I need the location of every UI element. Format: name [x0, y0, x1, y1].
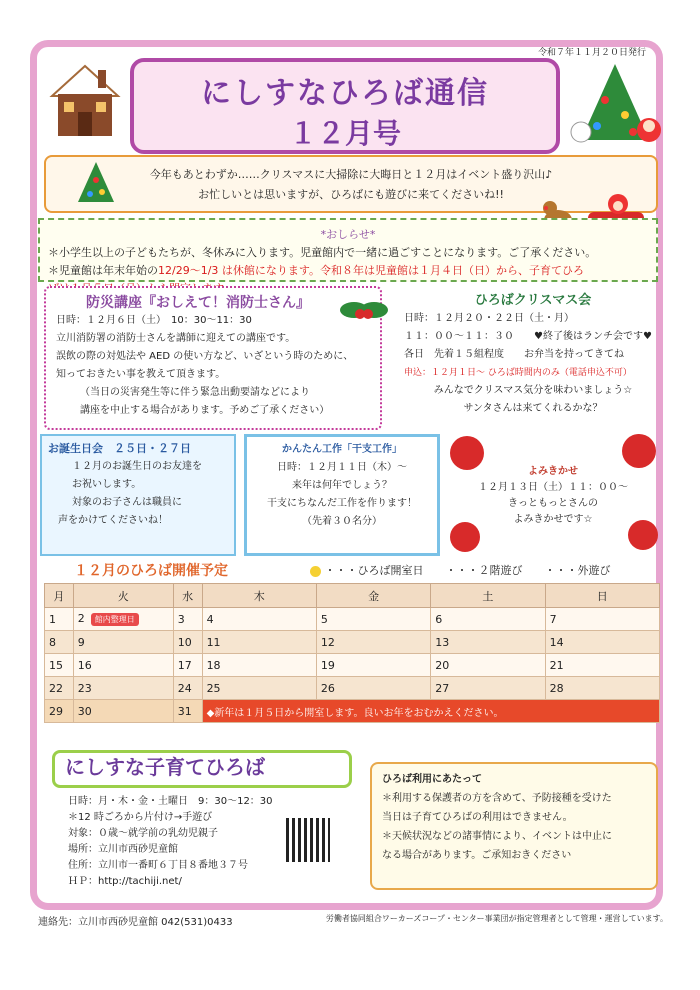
hiroba-info-box	[52, 750, 352, 887]
calendar-date: 27	[435, 681, 450, 695]
calendar-week-row	[45, 700, 660, 723]
calendar-day-cell	[431, 654, 545, 677]
intro-line-2: お忙しいとは思いますが、ひろばにも遊びに来てくださいね!!	[198, 188, 504, 201]
newyear-notice: ◆新年は１月５日から開室します。良いお年をおむかえください。	[202, 700, 659, 723]
fire-seminar-title: 防災講座『おしえて！消防士さん』	[86, 295, 310, 311]
fire-line-3: 知っておきたい事を教えて頂きます。	[56, 369, 226, 380]
storytime-title: よみきかせ	[528, 466, 578, 477]
calendar-day-cell	[173, 608, 202, 631]
calendar-date: 13	[435, 635, 450, 649]
notice-line-1: ＊小学生以上の子どもたちが、冬休みに入ります。児童館内で一緒に過ごすことになります。ご了承ください。	[48, 246, 597, 259]
calendar-week-row	[45, 608, 660, 631]
fire-line-1: 立川消防署の消防士さんを講師に迎えての講座です。	[56, 333, 296, 344]
calendar-day-header: 水	[173, 584, 202, 608]
calendar-week-row	[45, 631, 660, 654]
calendar-date: 5	[320, 612, 328, 626]
calendar-date: 12	[320, 635, 335, 649]
calendar-day-cell	[431, 631, 545, 654]
calendar-date: 31	[177, 704, 192, 718]
christmas-title: ひろばクリスマス会	[474, 293, 592, 308]
fire-seminar-box	[44, 286, 382, 430]
craft-line-4: （先着３０名分）	[302, 516, 382, 527]
poinsettia-icon	[450, 436, 484, 470]
usage-notes-box	[370, 762, 658, 890]
christmas-line-3: 各日 先着１５組程度 お弁当を持ってきてね	[404, 349, 624, 360]
craft-line-3: 干支にちなんだ工作を作ります！	[267, 498, 417, 509]
schedule-title: １２月のひろば開催予定	[74, 563, 228, 579]
chick-icon	[310, 566, 321, 577]
poinsettia-icon	[450, 522, 480, 552]
calendar-date: 26	[320, 681, 335, 695]
notice-line-2	[48, 262, 648, 280]
hiroba-line-4: 場所：立川市西砂児童館	[68, 844, 178, 855]
calendar-day-cell	[202, 654, 316, 677]
calendar-date: 30	[77, 704, 92, 718]
calendar-day-cell	[431, 608, 545, 631]
calendar-day-header: 金	[316, 584, 430, 608]
christmas-tree-santa-icon	[565, 60, 665, 152]
christmas-line-5: みんなでクリスマス気分を味わいましょう☆	[433, 385, 633, 396]
poinsettia-icon	[622, 434, 656, 468]
calendar-date: 4	[206, 612, 214, 626]
issue-date: 令和７年１１月２０日発行	[538, 48, 647, 58]
usage-line-2: 当日は子育てひろばの利用はできません。	[382, 812, 573, 823]
calendar-date: 23	[77, 681, 92, 695]
calendar-day-cell	[45, 608, 74, 631]
calendar-date: 3	[177, 612, 185, 626]
craft-title: かんたん工作「干支工作」	[282, 444, 402, 455]
craft-line-2: 来年は何年でしょう？	[292, 480, 392, 491]
hiroba-line-3: 対象：０歳～就学前の乳幼児親子	[68, 828, 218, 839]
hiroba-line-2: ＊12 時ごろから片付け→手遊び	[68, 812, 213, 823]
small-tree-icon	[72, 160, 120, 208]
calendar-date: 28	[549, 681, 564, 695]
qr-code-icon	[286, 818, 330, 862]
hiroba-line-6[interactable]: ＨＰ：http://tachiji.net/	[68, 876, 182, 887]
notice-closure: 12/29～1/3 は休館になります。令和８年は児童館は１月４日（日）から、子育てひろ	[158, 264, 585, 277]
calendar-day-header: 日	[545, 584, 659, 608]
calendar-date: 15	[49, 658, 63, 672]
usage-line-4: なる場合があります。ご承知おきください	[382, 850, 572, 861]
calendar-date: 10	[177, 635, 192, 649]
calendar-date: 8	[49, 635, 56, 649]
birthday-line-4: 声をかけてくださいね！	[58, 515, 168, 526]
page-subtitle: １２月号	[288, 117, 401, 150]
usage-line-1: ＊利用する保護者の方を含めて、予防接種を受けた	[382, 793, 612, 804]
calendar-date: 18	[206, 658, 221, 672]
schedule-legend	[306, 562, 611, 578]
calendar-day-cell	[45, 631, 74, 654]
calendar-date: 6	[435, 612, 443, 626]
calendar-day-cell	[73, 608, 173, 631]
storytime-line-2: きっともっとさんの	[508, 498, 598, 509]
poinsettia-icon	[628, 520, 658, 550]
christmas-line-2: １１：００～１１：３０ ♥終了後はランチ会です♥	[404, 331, 652, 342]
calendar-day-cell	[545, 631, 659, 654]
calendar-date: 2	[77, 612, 85, 625]
storytime-box	[446, 434, 660, 556]
calendar-day-cell	[73, 654, 173, 677]
christmas-line-4: 申込：１２月１日～ ひろば時間内のみ（電話申込不可）	[404, 368, 632, 378]
legend-text: ・・・ひろば開室日 ・・・２階遊び ・・・外遊び	[324, 564, 611, 577]
christmas-line-6: サンタさんは来てくれるかな？	[463, 403, 603, 414]
calendar-day-cell	[431, 677, 545, 700]
calendar-day-cell	[173, 677, 202, 700]
calendar-date: 22	[49, 681, 63, 695]
calendar-date: 25	[206, 681, 221, 695]
birthday-title: お誕生日会 ２５日・２７日	[48, 442, 191, 455]
calendar-date: 20	[435, 658, 450, 672]
calendar-day-cell	[202, 631, 316, 654]
calendar-day-cell	[173, 631, 202, 654]
calendar-week-row	[45, 654, 660, 677]
calendar-day-header: 火	[73, 584, 173, 608]
calendar-date: 11	[206, 635, 221, 649]
closed-day-badge: 館内整理日	[91, 613, 139, 626]
calendar-date: 16	[77, 658, 92, 672]
calendar-day-header: 月	[45, 584, 74, 608]
birthday-box	[40, 434, 236, 556]
craft-box	[244, 434, 440, 556]
calendar-day-cell	[173, 700, 202, 723]
footer	[38, 913, 668, 928]
calendar-day-cell	[173, 654, 202, 677]
christmas-party-box	[396, 292, 662, 432]
birthday-line-2: お祝いします。	[72, 479, 142, 490]
gingerbread-house-icon	[44, 58, 126, 142]
calendar-date: 21	[549, 658, 564, 672]
storytime-line-1: １２月１３日（土）１１：００～	[478, 482, 628, 493]
hiroba-line-5: 住所：立川市一番町６丁目８番地３７号	[68, 860, 248, 871]
calendar-date: 19	[320, 658, 335, 672]
calendar-day-cell	[202, 677, 316, 700]
calendar-day-cell	[316, 608, 430, 631]
calendar-day-cell	[202, 608, 316, 631]
notice-title: *おしらせ*	[320, 228, 376, 241]
notice-line-2a: ＊児童館は年末年始の	[48, 264, 158, 277]
calendar-date: 1	[49, 612, 56, 626]
schedule-calendar	[44, 583, 660, 723]
fire-line-2: 誤飲の際の対処法や AED の使い方など、いざという時のために、	[56, 351, 354, 362]
footer-contact: 連絡先：立川市西砂児童館 042(531)0433	[38, 917, 233, 928]
fire-line-5: 講座を中止する場合があります。予めご了承ください）	[80, 405, 330, 416]
page-title: にしすなひろば通信	[201, 76, 489, 111]
calendar-week-row	[45, 677, 660, 700]
fire-datetime: 日時：１２月６日（土） 10：30～11：30	[56, 315, 252, 326]
calendar-day-cell	[316, 677, 430, 700]
calendar-day-header: 土	[431, 584, 545, 608]
calendar-day-cell	[316, 631, 430, 654]
calendar-day-cell	[73, 677, 173, 700]
hiroba-name: にしすな子育てひろば	[52, 750, 352, 788]
calendar-date: 14	[549, 635, 564, 649]
title-box	[130, 58, 560, 154]
usage-title: ひろば利用にあたって	[382, 774, 482, 785]
notice-box	[38, 218, 658, 282]
hiroba-line-1: 日時：月・木・金・土曜日 9：30～12：30	[68, 796, 273, 807]
fire-line-4: （当日の災害発生等に伴う緊急出動要請などにより	[80, 387, 310, 398]
birthday-line-3: 対象のお子さんは職員に	[72, 497, 182, 508]
storytime-line-3: よみきかせです☆	[513, 514, 593, 525]
calendar-day-cell	[45, 700, 74, 723]
birthday-line-1: １２月のお誕生日のお友達を	[72, 461, 202, 472]
calendar-day-cell	[45, 677, 74, 700]
calendar-date: 17	[177, 658, 192, 672]
footer-operator: 労働者協同組合ワーカーズコープ・センター事業団が指定管理者として管理・運営しています。	[325, 914, 668, 923]
calendar-day-cell	[316, 654, 430, 677]
intro-line-1: 今年もあとわずか……クリスマスに大掃除に大晦日と１２月はイベント盛り沢山♪	[149, 168, 553, 181]
calendar-date: 7	[549, 612, 557, 626]
calendar-date: 24	[177, 681, 192, 695]
craft-line-1: 日時：１２月１１日（木）～	[277, 462, 407, 473]
calendar-date: 29	[49, 704, 63, 718]
calendar-day-header: 木	[202, 584, 316, 608]
christmas-line-1: 日時：１２月２０・２２日（土・月）	[404, 313, 574, 324]
calendar-day-cell	[545, 608, 659, 631]
calendar-day-cell	[545, 677, 659, 700]
holly-icon	[336, 286, 392, 334]
calendar-date: 9	[77, 635, 85, 649]
calendar-day-cell	[45, 654, 74, 677]
calendar-day-cell	[73, 631, 173, 654]
calendar-day-cell	[545, 654, 659, 677]
calendar-day-cell	[73, 700, 173, 723]
usage-line-3: ＊天候状況などの諸事情により、イベントは中止に	[382, 831, 612, 842]
